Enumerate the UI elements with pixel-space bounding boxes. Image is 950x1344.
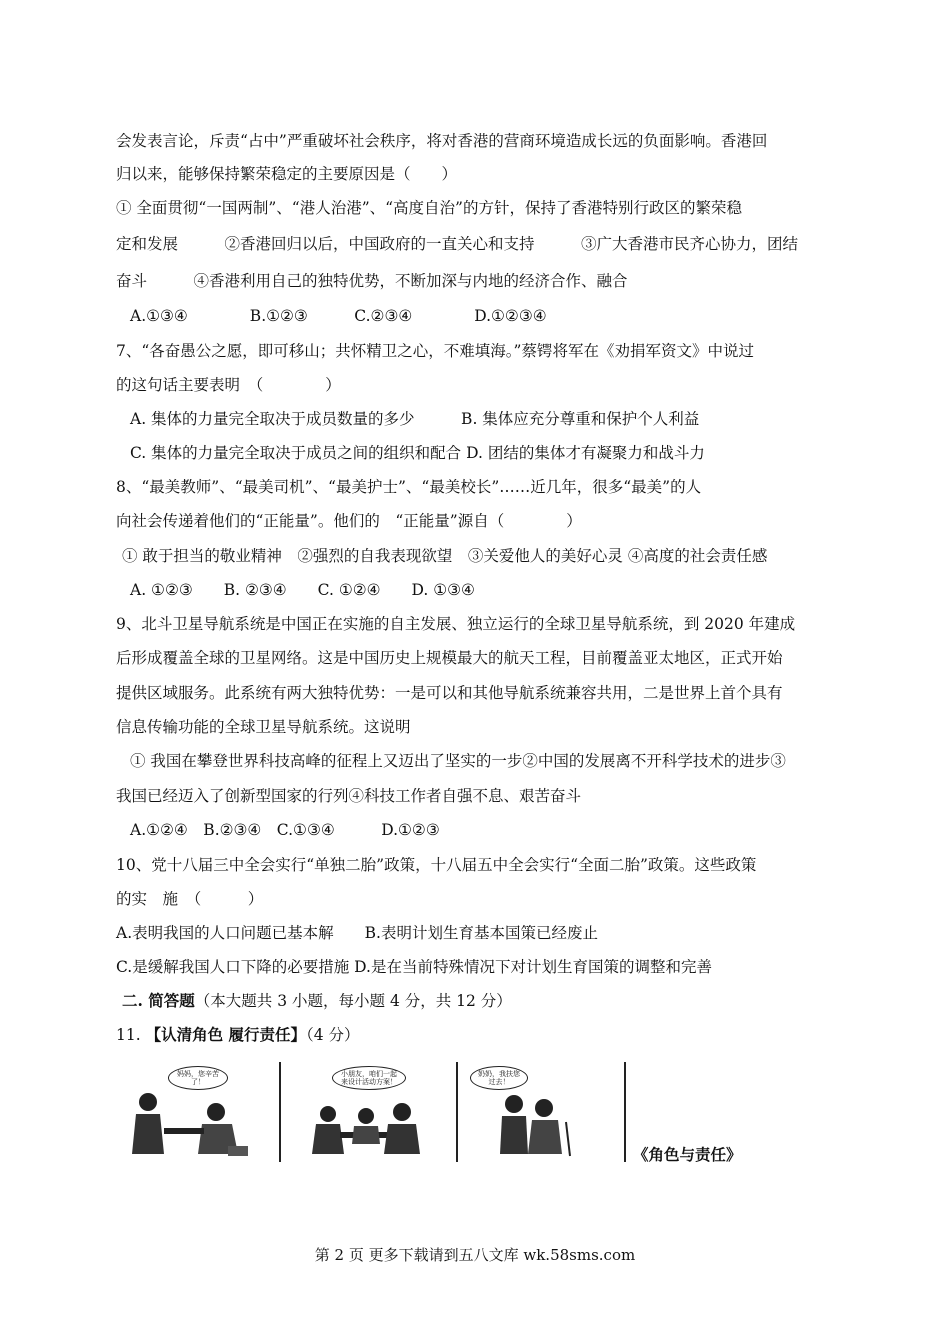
text-line: 提供区域服务。此系统有两大独特优势：一是可以和其他导航系统兼容共用，二是世界上首个具有 xyxy=(116,684,783,702)
answer-options: A.①②④ B.②③④ C.①③④ D.①②③ xyxy=(130,821,440,839)
speech-bubble: 小朋友，咱们一起来设计活动方案！ xyxy=(332,1066,406,1090)
answer-options: A.表明我国的人口问题已基本解 B.表明计划生育基本国策已经废止 xyxy=(116,924,598,942)
answer-options: A. 集体的力量完全取决于成员数量的多少 B. 集体应充分尊重和保护个人利益 xyxy=(130,410,700,428)
text-line: 奋斗 ④香港利用自己的独特优势，不断加深与内地的经济合作、融合 xyxy=(116,272,628,290)
text-line: 后形成覆盖全球的卫星网络。这是中国历史上规模最大的航天工程，目前覆盖亚太地区，正式开始 xyxy=(116,649,783,667)
text-line: ① 全面贯彻“一国两制”、“港人治港”、“高度自治”的方针，保持了香港特别行政区的繁荣稳 xyxy=(116,199,742,217)
speech-bubble: 奶奶，我扶您过去！ xyxy=(470,1066,528,1090)
text-line: 向社会传递着他们的“正能量”。他们的 “正能量”源自（ ） xyxy=(116,512,582,530)
text-line: 的实 施 （ ） xyxy=(116,890,264,908)
panel-divider xyxy=(456,1062,458,1162)
section-note: （本大题共 3 小题，每小题 4 分，共 12 分） xyxy=(194,992,512,1010)
answer-options: A.①③④ B.①②③ C.②③④ D.①②③④ xyxy=(130,307,547,325)
cartoon-illustration-3 xyxy=(462,1062,622,1160)
cartoon-panel-1 xyxy=(116,1062,276,1160)
cartoon-caption: 《角色与责任》 xyxy=(633,1145,742,1164)
question-8: 8、“最美教师”、“最美司机”、“最美护士”、“最美校长”……近几年，很多“最美”的人 xyxy=(116,478,702,496)
answer-options: A. ①②③ B. ②③④ C. ①②④ D. ①③④ xyxy=(130,581,475,599)
panel-divider xyxy=(279,1062,281,1162)
cartoon-panel-2 xyxy=(290,1062,450,1160)
page-footer: 第 2 页 更多下载请到五八文库 wk.58sms.com xyxy=(314,1246,636,1264)
section-title: 二. 简答题 xyxy=(122,991,195,1010)
cartoon-panel-3 xyxy=(462,1062,622,1160)
text-line: 会发表言论，斥责“占中”严重破坏社会秩序，将对香港的营商环境造成长远的负面影响。香港回 xyxy=(116,132,768,150)
speech-bubble: 妈妈，您辛苦了！ xyxy=(168,1066,228,1090)
question-10: 10、党十八届三中全会实行“单独二胎”政策，十八届五中全会实行“全面二胎”政策。这些政策 xyxy=(116,856,757,874)
text-line: 归以来，能够保持繁荣稳定的主要原因是（ ） xyxy=(116,165,458,183)
question-7: 7、“各奋愚公之愿，即可移山；共怀精卫之心，不难填海。”蔡锷将军在《劝捐军资文》中说过 xyxy=(116,342,754,360)
question-11-heading xyxy=(116,1025,360,1045)
cartoon-illustration-1 xyxy=(116,1062,276,1160)
cartoon-illustration-2 xyxy=(290,1062,450,1160)
text-line: 我国已经迈入了创新型国家的行列④科技工作者自强不息、艰苦奋斗 xyxy=(116,787,582,805)
text-line: 定和发展 ②香港回归以后，中国政府的一直关心和支持 ③广大香港市民齐心协力，团结 xyxy=(116,235,799,253)
question-number: 11. xyxy=(116,1026,141,1044)
question-title: 【认清角色 履行责任】 xyxy=(145,1025,306,1044)
panel-divider xyxy=(624,1062,626,1162)
statement-options: ① 我国在攀登世界科技高峰的征程上又迈出了坚实的一步②中国的发展离不开科学技术的进步③ xyxy=(130,752,786,770)
question-score: （4 分） xyxy=(306,1026,360,1044)
section-heading xyxy=(122,991,512,1011)
answer-options: C.是缓解我国人口下降的必要措施 D.是在当前特殊情况下对计划生育国策的调整和完善 xyxy=(116,958,712,976)
statement-options: ① 敢于担当的敬业精神 ②强烈的自我表现欲望 ③关爱他人的美好心灵 ④高度的社会责任感 xyxy=(122,547,768,565)
answer-options: C. 集体的力量完全取决于成员之间的组织和配合 D. 团结的集体才有凝聚力和战斗力 xyxy=(130,444,705,462)
question-9: 9、北斗卫星导航系统是中国正在实施的自主发展、独立运行的全球卫星导航系统，到 2020 年建成 xyxy=(116,615,796,633)
text-line: 信息传输功能的全球卫星导航系统。这说明 xyxy=(116,718,411,736)
text-line: 的这句话主要表明 （ ） xyxy=(116,376,341,394)
